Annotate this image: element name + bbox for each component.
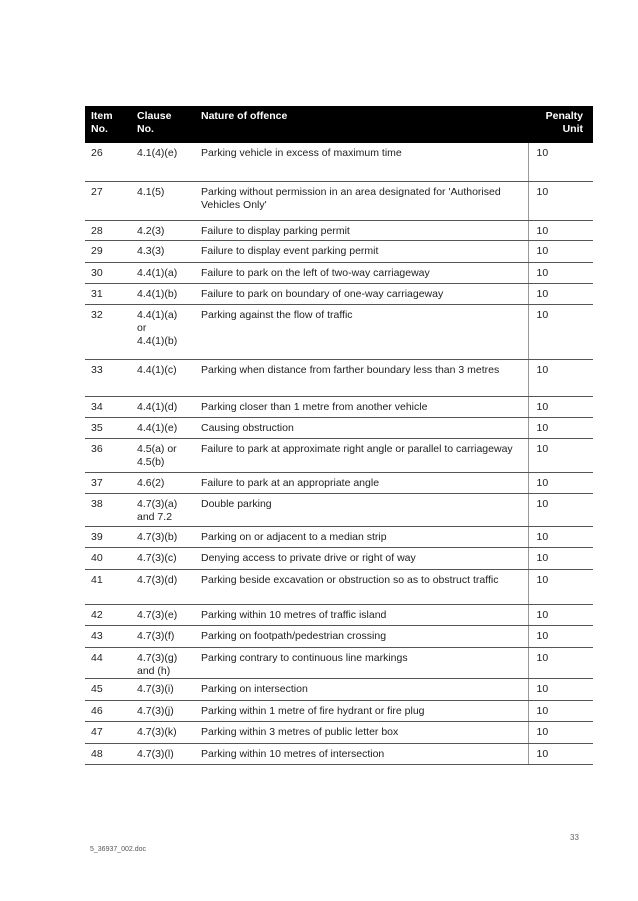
cell-item-no: 36 [85,438,131,472]
cell-clause-no: 4.4(1)(b) [131,283,195,304]
cell-penalty-unit: 10 [528,493,593,526]
table-row [85,438,593,472]
cell-penalty-unit: 10 [528,472,593,493]
cell-item-no: 38 [85,493,131,526]
cell-clause-no: 4.2(3) [131,220,195,240]
cell-clause-no: 4.1(4)(e) [131,143,195,181]
table-row [85,678,593,700]
cell-item-no: 32 [85,304,131,359]
cell-item-no: 27 [85,181,131,220]
cell-clause-no: 4.3(3) [131,240,195,262]
cell-penalty-unit: 10 [528,678,593,700]
cell-nature-of-offence: Parking contrary to continuous line markings [195,647,528,678]
cell-item-no: 42 [85,604,131,625]
cell-clause-no: 4.4(1)(e) [131,417,195,438]
cell-item-no: 29 [85,240,131,262]
cell-clause-no: 4.1(5) [131,181,195,220]
cell-nature-of-offence: Failure to park on boundary of one-way carriageway [195,283,528,304]
cell-clause-no: 4.7(3)(g) and (h) [131,647,195,678]
cell-nature-of-offence: Parking on footpath/pedestrian crossing [195,625,528,647]
cell-item-no: 41 [85,569,131,604]
cell-penalty-unit: 10 [528,526,593,547]
cell-nature-of-offence: Parking against the flow of traffic [195,304,528,359]
cell-nature-of-offence: Parking within 1 metre of fire hydrant or fire plug [195,700,528,721]
cell-nature-of-offence: Failure to park at approximate right angle or parallel to carriageway [195,438,528,472]
cell-clause-no: 4.7(3)(c) [131,547,195,569]
cell-penalty-unit: 10 [528,181,593,220]
table-row [85,569,593,604]
cell-item-no: 47 [85,721,131,743]
cell-nature-of-offence: Parking on or adjacent to a median strip [195,526,528,547]
cell-clause-no: 4.7(3)(i) [131,678,195,700]
cell-penalty-unit: 10 [528,625,593,647]
cell-clause-no: 4.7(3)(b) [131,526,195,547]
cell-penalty-unit: 10 [528,647,593,678]
table-row [85,743,593,764]
cell-penalty-unit: 10 [528,304,593,359]
cell-clause-no: 4.7(3)(a) and 7.2 [131,493,195,526]
cell-clause-no: 4.5(a) or 4.5(b) [131,438,195,472]
cell-item-no: 44 [85,647,131,678]
cell-item-no: 43 [85,625,131,647]
cell-clause-no: 4.7(3)(l) [131,743,195,764]
cell-item-no: 45 [85,678,131,700]
cell-nature-of-offence: Failure to park on the left of two-way carriageway [195,262,528,283]
cell-penalty-unit: 10 [528,417,593,438]
cell-nature-of-offence: Parking within 10 metres of intersection [195,743,528,764]
table-row [85,304,593,359]
cell-item-no: 34 [85,396,131,417]
table-row [85,625,593,647]
cell-penalty-unit: 10 [528,569,593,604]
table-header-row [85,106,593,143]
header-clause-no: Clause No. [131,106,195,143]
cell-nature-of-offence: Failure to park at an appropriate angle [195,472,528,493]
document-reference: 5_36937_002.doc [90,846,147,853]
cell-nature-of-offence: Parking when distance from farther boundary less than 3 metres [195,359,528,396]
cell-item-no: 48 [85,743,131,764]
cell-penalty-unit: 10 [528,700,593,721]
cell-clause-no: 4.7(3)(d) [131,569,195,604]
cell-nature-of-offence: Parking beside excavation or obstruction so as to obstruct traffic [195,569,528,604]
table-row [85,220,593,240]
cell-penalty-unit: 10 [528,721,593,743]
cell-penalty-unit: 10 [528,143,593,181]
table-row [85,396,593,417]
table-row [85,547,593,569]
cell-item-no: 31 [85,283,131,304]
cell-item-no: 46 [85,700,131,721]
cell-item-no: 39 [85,526,131,547]
table-row [85,700,593,721]
cell-item-no: 30 [85,262,131,283]
cell-clause-no: 4.7(3)(e) [131,604,195,625]
cell-penalty-unit: 10 [528,359,593,396]
header-nature-of-offence: Nature of offence [195,106,528,143]
cell-item-no: 37 [85,472,131,493]
cell-nature-of-offence: Parking vehicle in excess of maximum time [195,143,528,181]
cell-clause-no: 4.6(2) [131,472,195,493]
page-number: 33 [570,833,579,842]
cell-nature-of-offence: Parking within 10 metres of traffic island [195,604,528,625]
cell-penalty-unit: 10 [528,220,593,240]
cell-clause-no: 4.4(1)(d) [131,396,195,417]
table-row [85,493,593,526]
offence-penalty-table [85,106,593,765]
cell-nature-of-offence: Parking within 3 metres of public letter box [195,721,528,743]
table-row [85,604,593,625]
cell-penalty-unit: 10 [528,262,593,283]
cell-item-no: 33 [85,359,131,396]
cell-clause-no: 4.7(3)(f) [131,625,195,647]
table-row [85,240,593,262]
header-item-no: Item No. [85,106,131,143]
cell-penalty-unit: 10 [528,396,593,417]
table-row [85,647,593,678]
table-row [85,181,593,220]
table-row [85,283,593,304]
header-penalty-unit: Penalty Unit [528,106,593,143]
cell-nature-of-offence: Failure to display event parking permit [195,240,528,262]
cell-nature-of-offence: Failure to display parking permit [195,220,528,240]
cell-nature-of-offence: Denying access to private drive or right of way [195,547,528,569]
cell-clause-no: 4.4(1)(a) or 4.4(1)(b) [131,304,195,359]
cell-clause-no: 4.7(3)(k) [131,721,195,743]
table-row [85,526,593,547]
table-row [85,143,593,181]
table-row [85,262,593,283]
cell-clause-no: 4.7(3)(j) [131,700,195,721]
cell-item-no: 26 [85,143,131,181]
table-row [85,472,593,493]
cell-item-no: 35 [85,417,131,438]
cell-penalty-unit: 10 [528,743,593,764]
cell-nature-of-offence: Double parking [195,493,528,526]
cell-nature-of-offence: Parking closer than 1 metre from another vehicle [195,396,528,417]
table-row [85,721,593,743]
cell-item-no: 40 [85,547,131,569]
cell-penalty-unit: 10 [528,547,593,569]
cell-penalty-unit: 10 [528,604,593,625]
cell-penalty-unit: 10 [528,438,593,472]
table-row [85,359,593,396]
cell-clause-no: 4.4(1)(c) [131,359,195,396]
cell-nature-of-offence: Parking without permission in an area designated for 'Authorised Vehicles Only' [195,181,528,220]
cell-nature-of-offence: Parking on intersection [195,678,528,700]
table-row [85,417,593,438]
cell-nature-of-offence: Causing obstruction [195,417,528,438]
cell-clause-no: 4.4(1)(a) [131,262,195,283]
cell-penalty-unit: 10 [528,283,593,304]
cell-item-no: 28 [85,220,131,240]
cell-penalty-unit: 10 [528,240,593,262]
